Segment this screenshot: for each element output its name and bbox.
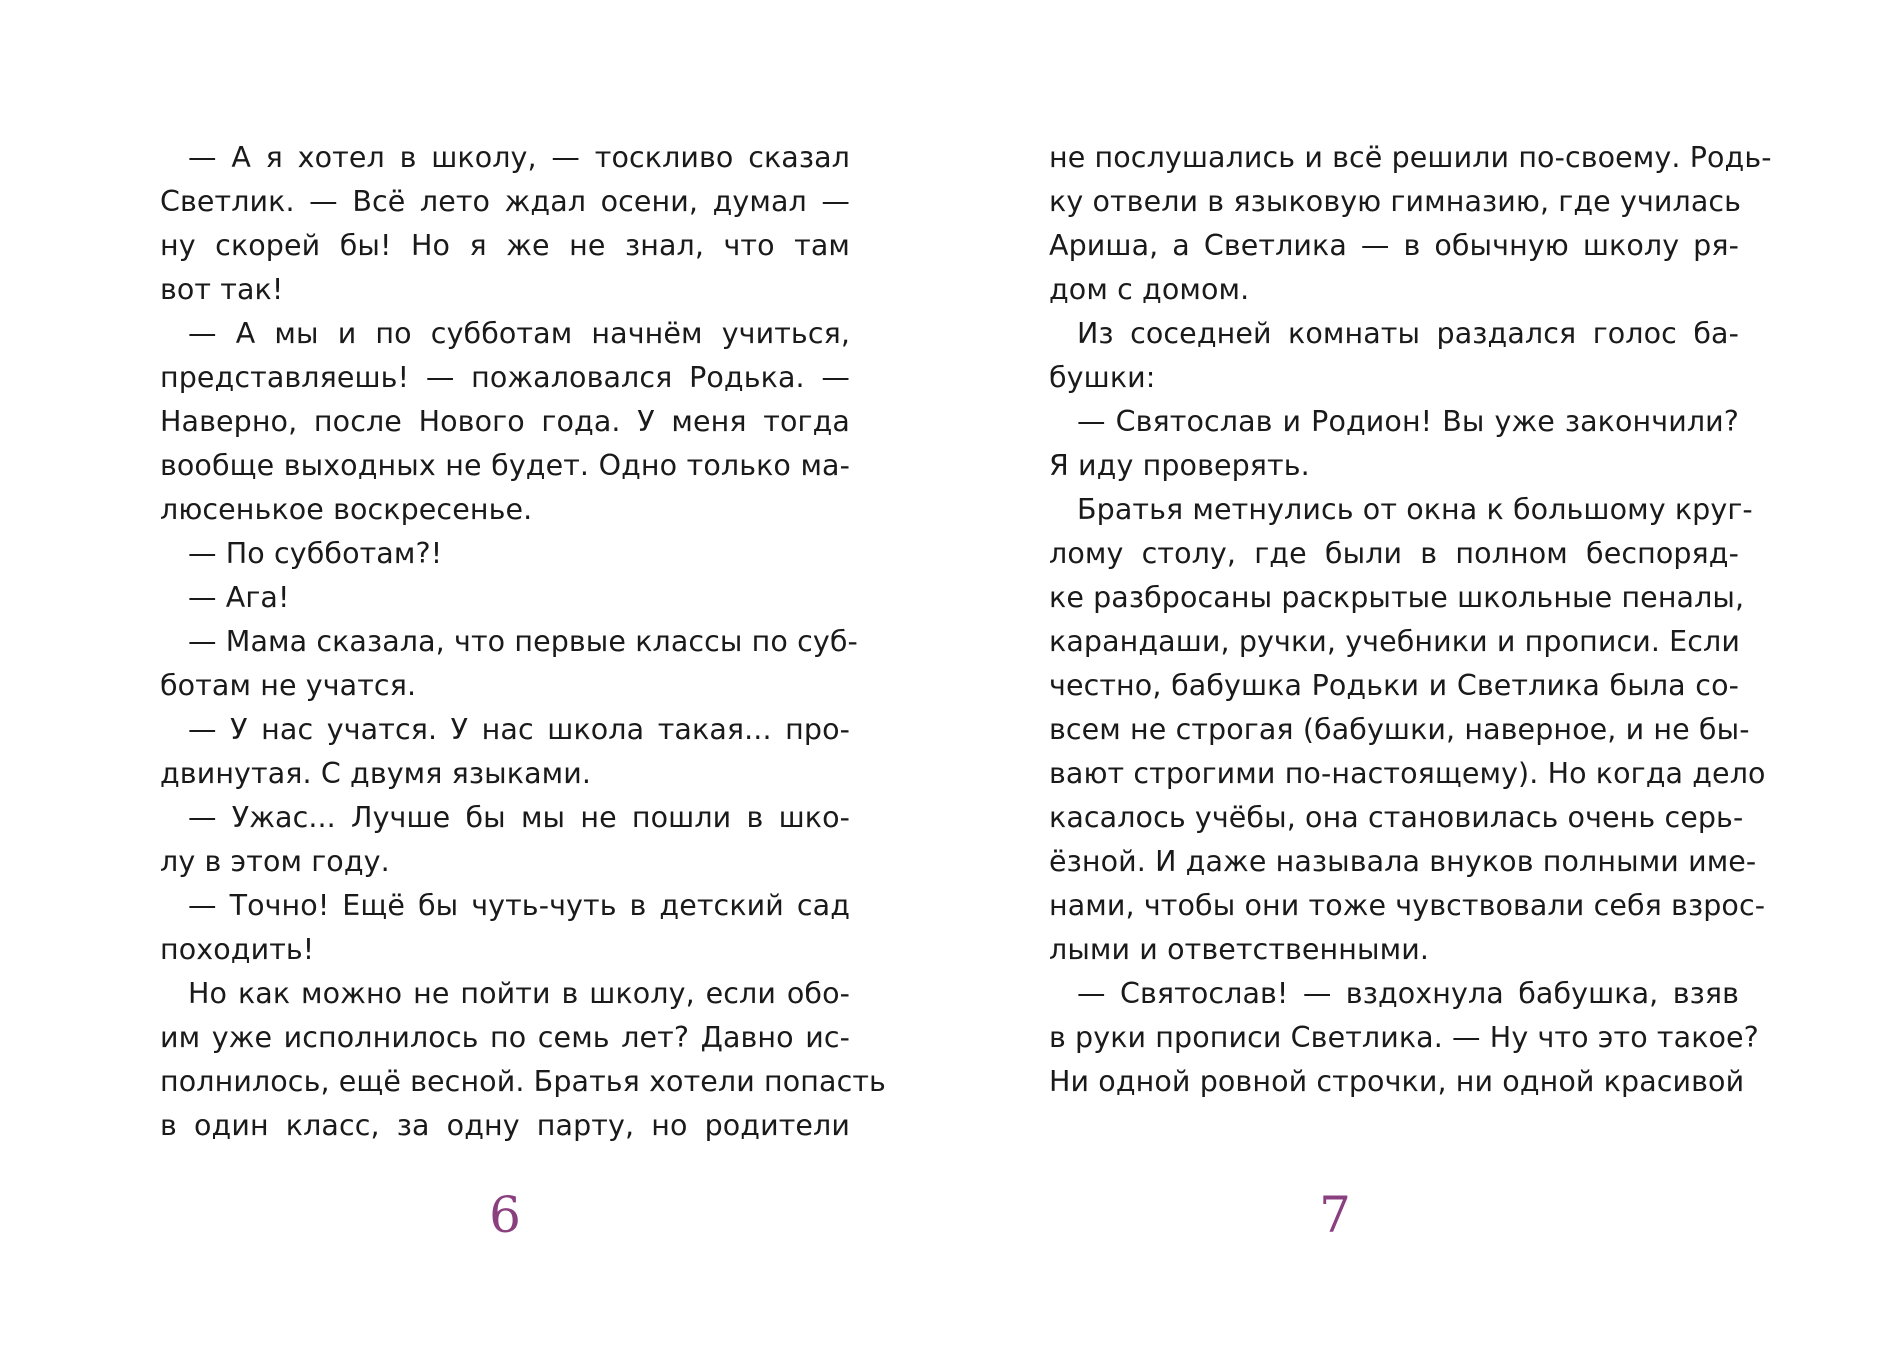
text-line: — Ужас... Лучше бы мы не пошли в шко- <box>188 801 850 834</box>
text-line: люсенькое воскресенье. <box>160 493 533 526</box>
text-line: Я иду проверять. <box>1049 449 1310 482</box>
text-line: полнилось, ещё весной. Братья хотели попасть <box>160 1065 886 1098</box>
text-line: всем не строгая (бабушки, наверное, и не бы- <box>1049 713 1750 746</box>
right-page <box>945 0 1890 1359</box>
page-number-left: 6 <box>489 1186 521 1244</box>
text-line: двинутая. С двумя языками. <box>160 757 592 790</box>
text-line: — По субботам?! <box>188 537 443 570</box>
text-line: — Точно! Ещё бы чуть-чуть в детский сад <box>188 889 850 922</box>
text-line: Из соседней комнаты раздался голос ба- <box>1077 317 1739 350</box>
text-line: — Святослав и Родион! Вы уже закончили? <box>1077 405 1739 438</box>
text-line: бушки: <box>1049 361 1156 394</box>
left-page-text <box>160 136 886 1148</box>
text-line: ёзной. И даже называла внуков полными име- <box>1049 845 1757 878</box>
text-line: ну скорей бы! Но я же не знал, что там <box>160 229 850 262</box>
text-line: лыми и ответственными. <box>1049 933 1430 966</box>
text-line: Ни одной ровной строчки, ни одной красивой <box>1049 1065 1745 1098</box>
text-line: касалось учёбы, она становилась очень серь- <box>1049 801 1744 834</box>
text-line: вот так! <box>160 273 284 306</box>
text-line: походить! <box>160 933 315 966</box>
text-line: Ариша, а Светлика — в обычную школу ря- <box>1049 229 1739 262</box>
text-line: — А я хотел в школу, — тоскливо сказал <box>188 141 850 174</box>
text-line: честно, бабушка Родьки и Светлика была со- <box>1049 669 1739 702</box>
text-line: ботам не учатся. <box>160 669 417 702</box>
page-number-right: 7 <box>1319 1186 1351 1244</box>
text-line: лу в этом году. <box>160 845 390 878</box>
text-line: Но как можно не пойти в школу, если обо- <box>188 977 850 1010</box>
text-line: ке разбросаны раскрытые школьные пеналы, <box>1049 581 1745 614</box>
text-line: ку отвели в языковую гимназию, где училась <box>1049 185 1742 218</box>
text-line: — Мама сказала, что первые классы по суб- <box>188 625 858 658</box>
text-line: дом с домом. <box>1049 273 1250 306</box>
text-line: — Ага! <box>188 581 290 614</box>
text-line: Братья метнулись от окна к большому круг- <box>1077 493 1753 526</box>
text-line: не послушались и всё решили по-своему. Родь- <box>1049 141 1772 174</box>
text-line: в один класс, за одну парту, но родители <box>160 1109 850 1142</box>
text-line: в руки прописи Светлика. — Ну что это такое? <box>1049 1021 1759 1054</box>
text-line: — У нас учатся. У нас школа такая... про- <box>188 713 850 746</box>
text-line: нами, чтобы они тоже чувствовали себя взрос- <box>1049 889 1766 922</box>
text-line: карандаши, ручки, учебники и прописи. Если <box>1049 625 1740 658</box>
text-line: вообще выходных не будет. Одно только ма- <box>160 449 850 482</box>
text-line: — А мы и по субботам начнём учиться, <box>188 317 850 350</box>
text-line: им уже исполнилось по семь лет? Давно ис- <box>160 1021 850 1054</box>
text-line: Наверно, после Нового года. У меня тогда <box>160 405 850 438</box>
right-page-text <box>1049 136 1772 1104</box>
text-line: представляешь! — пожаловался Родька. — <box>160 361 850 394</box>
text-line: вают строгими по-настоящему). Но когда дело <box>1049 757 1766 790</box>
text-line: Светлик. — Всё лето ждал осени, думал — <box>160 185 850 218</box>
text-line: лому столу, где были в полном беспоряд- <box>1049 537 1739 570</box>
text-line: — Святослав! — вздохнула бабушка, взяв <box>1077 977 1739 1010</box>
